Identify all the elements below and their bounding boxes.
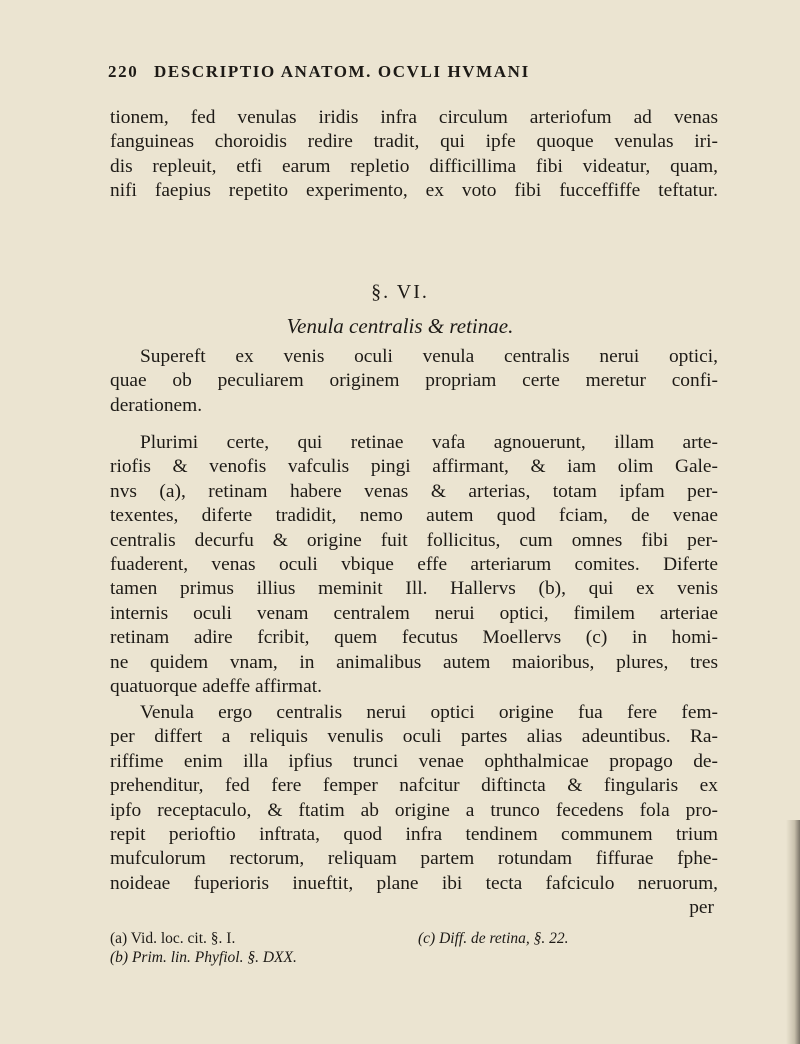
text-line: nifi faepius repetito experimento, ex voto fibi fucceffiffe teftatur.	[110, 180, 718, 202]
page-edge-shadow	[786, 820, 800, 1044]
text-line: riofis & venofis vafculis pingi affirmant, & iam olim Gale-	[110, 456, 718, 478]
running-title: DESCRIPTIO ANATOM. OCVLI HVMANI	[154, 62, 530, 81]
text-line: per differt a reliquis venulis oculi partes alias adeuntibus. Ra-	[110, 726, 718, 748]
text-line: Supereft ex venis oculi venula centralis nerui optici,	[140, 346, 718, 367]
catchword: per	[689, 897, 714, 918]
text-line: quatuorque adeffe affirmat.	[110, 676, 322, 698]
text-line: noideae fuperioris inueftit, plane ibi tecta fafciculo neruorum,	[110, 872, 718, 894]
page-number: 220	[108, 62, 139, 81]
text-line: prehenditur, fed fere femper nafcitur diftincta & fingularis ex	[110, 775, 718, 797]
text-line: Venula ergo centralis nerui optici origine fua fere fem-	[140, 702, 718, 723]
text-line: quae ob peculiarem originem propriam certe meretur confi-	[110, 370, 718, 392]
text-line: derationem.	[110, 394, 203, 416]
catchword-line	[110, 896, 718, 920]
paragraph-3	[110, 701, 718, 896]
text-line: dis repleuit, etfi earum repletio difficillima fibi videatur, quam,	[110, 155, 718, 177]
text-line: mufculorum rectorum, reliquam partem rotundam fiffurae fphe-	[110, 848, 718, 870]
text-line: ne quidem vnam, in animalibus autem maioribus, plures, tres	[110, 651, 718, 673]
text-line: retinam adire fcribit, quem fecutus Moellervs (c) in homi-	[110, 627, 718, 649]
paragraph-2	[110, 431, 718, 699]
text-line: texentes, diferte tradidit, nemo autem quod fciam, de venae	[110, 505, 718, 527]
section-number: §. VI.	[371, 281, 429, 303]
text-line: tamen primus illius meminit Ill. Hallervs (b), qui ex venis	[110, 578, 718, 600]
text-line: riffime enim illa ipfius trunci venae ophthalmicae propago de-	[110, 750, 718, 772]
text-line: repit perioftio inftrata, quod infra tendinem communem trium	[110, 824, 718, 846]
paragraph-1	[110, 345, 718, 418]
footnote-c: (c) Diff. de retina, §. 22.	[418, 930, 569, 947]
text-line: internis oculi venam centralem nerui optici, fimilem arteriae	[110, 602, 718, 624]
section-title: Venula centralis & retinae.	[286, 314, 514, 338]
text-line: nvs (a), retinam habere venas & arterias, totam ipfam per-	[110, 480, 718, 502]
running-header	[108, 62, 718, 84]
footnote-b: (b) Prim. lin. Phyfiol. §. DXX.	[110, 949, 297, 966]
text-line: centralis decurfu & origine fuit follicitus, cum omnes fibi per-	[110, 529, 718, 551]
footnote-a: (a) Vid. loc. cit. §. I.	[110, 930, 236, 947]
text-line: Plurimi certe, qui retinae vafa agnouerunt, illam arte-	[140, 432, 718, 453]
text-line: fanguineas choroidis redire tradit, qui ipfe quoque venulas iri-	[110, 131, 718, 153]
text-line: ipfo receptaculo, & ftatim ab origine a trunco fecedens fola pro-	[110, 799, 718, 821]
text-line: fuaderent, venas oculi vbique effe arteriarum comites. Diferte	[110, 554, 718, 576]
text-line: tionem, fed venulas iridis infra circulum arteriofum ad venas	[110, 107, 718, 128]
intro-paragraph	[110, 106, 718, 204]
